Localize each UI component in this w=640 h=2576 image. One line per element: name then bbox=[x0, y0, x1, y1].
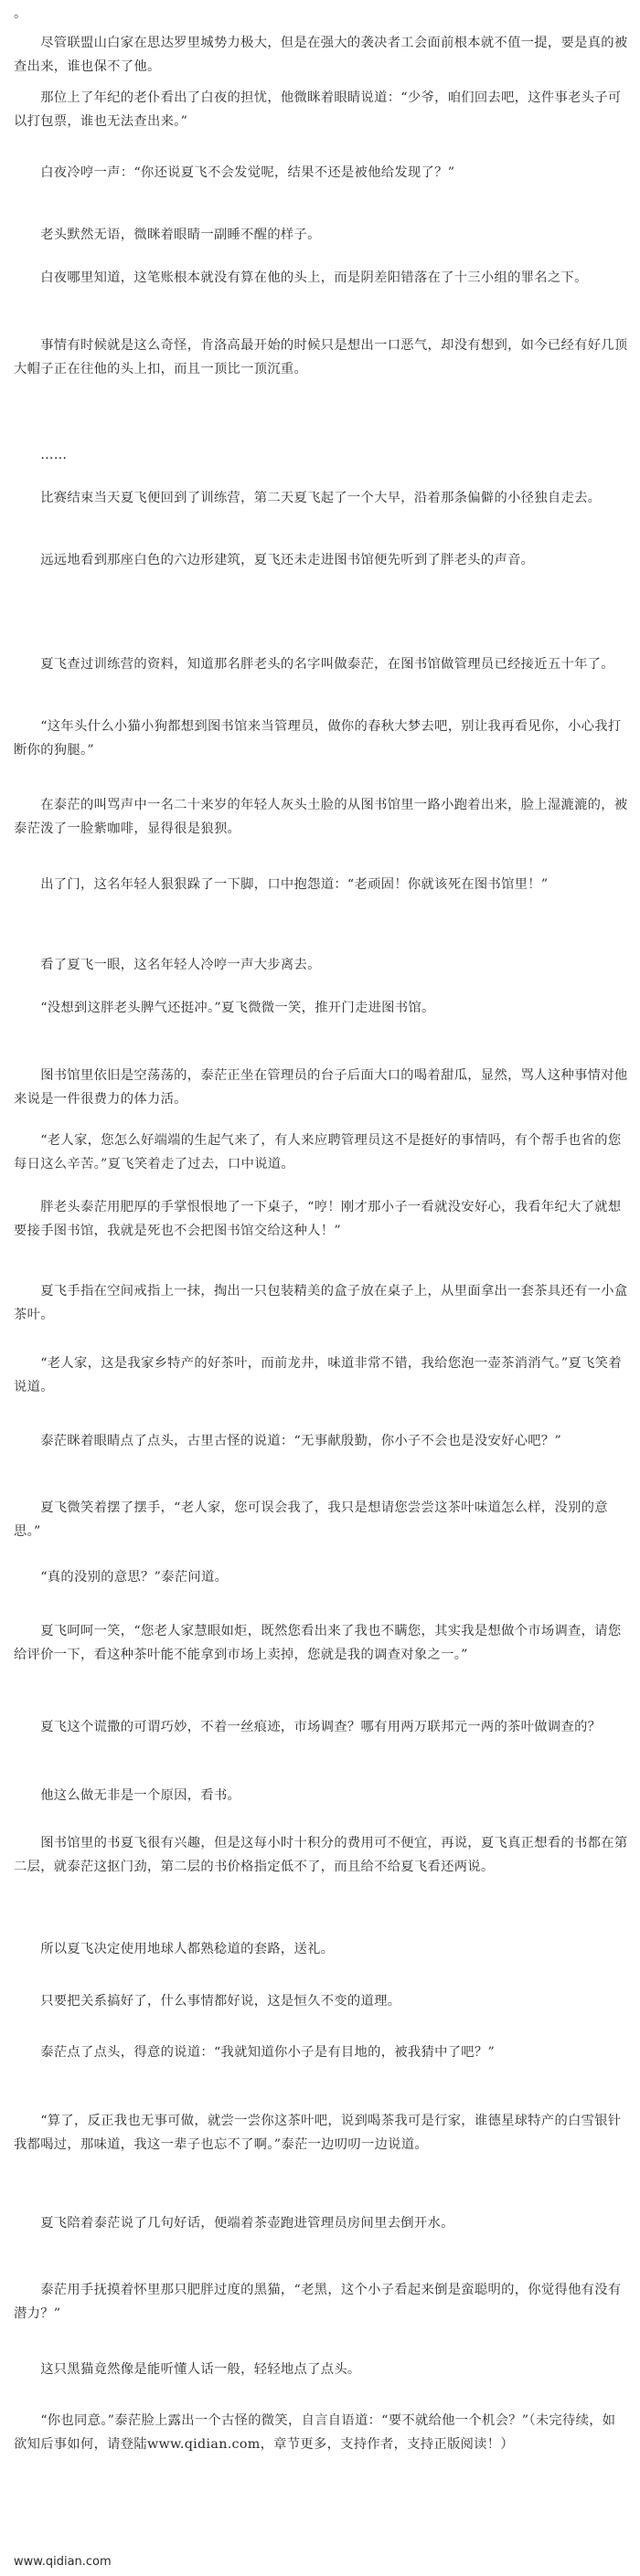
paragraph: 只要把关系搞好了，什么事情都好说，这是恒久不变的道理。 bbox=[14, 1994, 401, 2009]
paragraph: 比赛结束当天夏飞便回到了训练营，第二天夏飞起了一个大早，沿着那条偏僻的小径独自走去。 bbox=[14, 491, 602, 505]
paragraph: 。 bbox=[14, 6, 27, 21]
paragraph: “这年头什么小猫小狗都想到图书馆来当管理员，做你的春秋大梦去吧，别让我再看见你，小心我打断你的狗腿。” bbox=[14, 719, 622, 758]
paragraph: 胖老头泰茫用肥厚的手掌恨恨地了一下桌子，“哼！刚才那小子一看就没安好心，我看年纪大了就想要接手图书馆，我就是死也不会把图书馆交给这种人！” bbox=[14, 1200, 622, 1238]
paragraph: 尽管联盟山白家在思达罗里城势力极大，但是在强大的袭决者工会面前根本就不值一提，要是真的被查出来，谁也保不了他。 bbox=[14, 36, 628, 74]
paragraph: 夏飞手指在空间戒指上一抹，掏出一只包装精美的盒子放在桌子上，从里面拿出一套茶具还有一小盒茶叶。 bbox=[14, 1284, 628, 1322]
paragraph: “真的没别的意思？”泰茫问道。 bbox=[14, 1570, 229, 1585]
paragraph: 图书馆里的书夏飞很有兴趣，但是这每小时十积分的费用可不便宜，再说，夏飞真正想看的书都在第二层，就泰茫这抠门劲，第二层的书价格指定低不了，而且给不给夏飞看还两说。 bbox=[14, 1836, 628, 1874]
paragraph: 在泰茫的叫骂声中一名二十来岁的年轻人灰头土脸的从图书馆里一路小跑着出来，脸上湿漉漉的，被泰茫泼了一脸紫咖啡，显得很是狼狈。 bbox=[14, 798, 628, 836]
paragraph: 老头默然无语，微眯着眼睛一副睡不醒的样子。 bbox=[14, 228, 321, 242]
paragraph: 这只黑猫竟然像是能听懂人话一般，轻轻地点了点头。 bbox=[14, 2362, 361, 2377]
paragraph: …… bbox=[14, 448, 68, 462]
paragraph: 泰茫眯着眼睛点了点头，古里古怪的说道：“无事献殷勤，你小子不会也是没安好心吧？” bbox=[14, 1434, 562, 1448]
source-url-link[interactable]: www.qidian.com bbox=[14, 2555, 112, 2569]
paragraph: “你也同意。”泰茫脸上露出一个古怪的微笑，自言自语道：“要不就给他一个机会？”（未完待续，如欲知后事如何，请登陆www.qidian.com，章节更多，支持作者，支持正版阅读！） bbox=[14, 2413, 616, 2452]
paragraph: 那位上了年纪的老仆看出了白夜的担忧，他微眯着眼睛说道：“少爷，咱们回去吧，这件事老头子可以打包票，谁也无法查出来。” bbox=[14, 90, 622, 129]
paragraph: “没想到这胖老头脾气还挺冲。”夏飞微微一笑，推开门走进图书馆。 bbox=[14, 1001, 435, 1015]
paragraph: 白夜冷哼一声：“你还说夏飞不会发觉呢，结果不还是被他给发现了？” bbox=[14, 165, 455, 180]
paragraph: 事情有时候就是这么奇怪，肯洛高最开始的时候只是想出一口恶气，却没有想到，如今已经有好几顶大帽子正在往他的头上扣，而且一顶比一顶沉重。 bbox=[14, 338, 628, 376]
paragraph: 白夜哪里知道，这笔账根本就没有算在他的头上，而是阴差阳错落在了十三小组的罪名之下。 bbox=[14, 270, 588, 285]
paragraph: 他这么做无非是一个原因，看书。 bbox=[14, 1788, 241, 1803]
paragraph: 所以夏飞决定使用地球人都熟稔道的套路，送礼。 bbox=[14, 1942, 335, 1956]
paragraph: “老人家，您怎么好端端的生起气来了，有人来应聘管理员这不是挺好的事情吗，有个帮手也省的您每日这么辛苦。”夏飞笑着走了过去，口中说道。 bbox=[14, 1133, 622, 1171]
paragraph: “老人家，这是我家乡特产的好茶叶，而前龙井，味道非常不错，我给您泡一壶茶消消气。”夏飞笑着说道。 bbox=[14, 1356, 622, 1394]
paragraph: 泰茫用手抚摸着怀里那只肥胖过度的黑猫，“老黑，这个小子看起来倒是蛮聪明的，你觉得他有没有潜力？” bbox=[14, 2283, 622, 2321]
paragraph: 远远地看到那座白色的六边形建筑，夏飞还未走进图书馆便先听到了胖老头的声音。 bbox=[14, 553, 535, 567]
paragraph: 看了夏飞一眼，这名年轻人冷哼一声大步离去。 bbox=[14, 958, 321, 972]
paragraph: 夏飞呵呵一笑，“您老人家慧眼如炬，既然您看出来了我也不瞒您，其实我是想做个市场调查，请您给评价一下，看这种茶叶能不能拿到市场上卖掉，您就是我的调查对象之一。” bbox=[14, 1624, 622, 1662]
paragraph: 夏飞这个谎撒的可谓巧妙，不着一丝痕迹，市场调查？哪有用两万联邦元一两的茶叶做调查的？ bbox=[14, 1720, 602, 1734]
paragraph: 夏飞查过训练营的资料，知道那名胖老头的名字叫做泰茫，在图书馆做管理员已经接近五十年了。 bbox=[14, 657, 614, 672]
paragraph: 泰茫点了点头，得意的说道：“我就知道你小子是有目地的，被我猜中了吧？” bbox=[14, 2045, 496, 2060]
paragraph: “算了，反正我也无事可做，就尝一尝你这茶叶吧，说到喝茶我可是行家，谁德星球特产的白雪银针我都喝过，那味道，我这一辈子也忘不了啊。”泰茫一边叨叨一边说道。 bbox=[14, 2114, 622, 2152]
paragraph: 夏飞陪着泰茫说了几句好话，便端着茶壶跑进管理员房间里去倒开水。 bbox=[14, 2216, 454, 2231]
paragraph: 图书馆里依旧是空荡荡的，泰茫正坐在管理员的台子后面大口的喝着甜瓜，显然，骂人这种事情对他来说是一件很费力的体力活。 bbox=[14, 1068, 628, 1107]
paragraph: 夏飞微笑着摆了摆手，“老人家，您可误会我了，我只是想请您尝尝这茶叶味道怎么样，没别的意思。” bbox=[14, 1500, 608, 1539]
paragraph: 出了门，这名年轻人狠狠跺了一下脚，口中抱怨道：“老顽固！你就该死在图书馆里！” bbox=[14, 877, 549, 892]
